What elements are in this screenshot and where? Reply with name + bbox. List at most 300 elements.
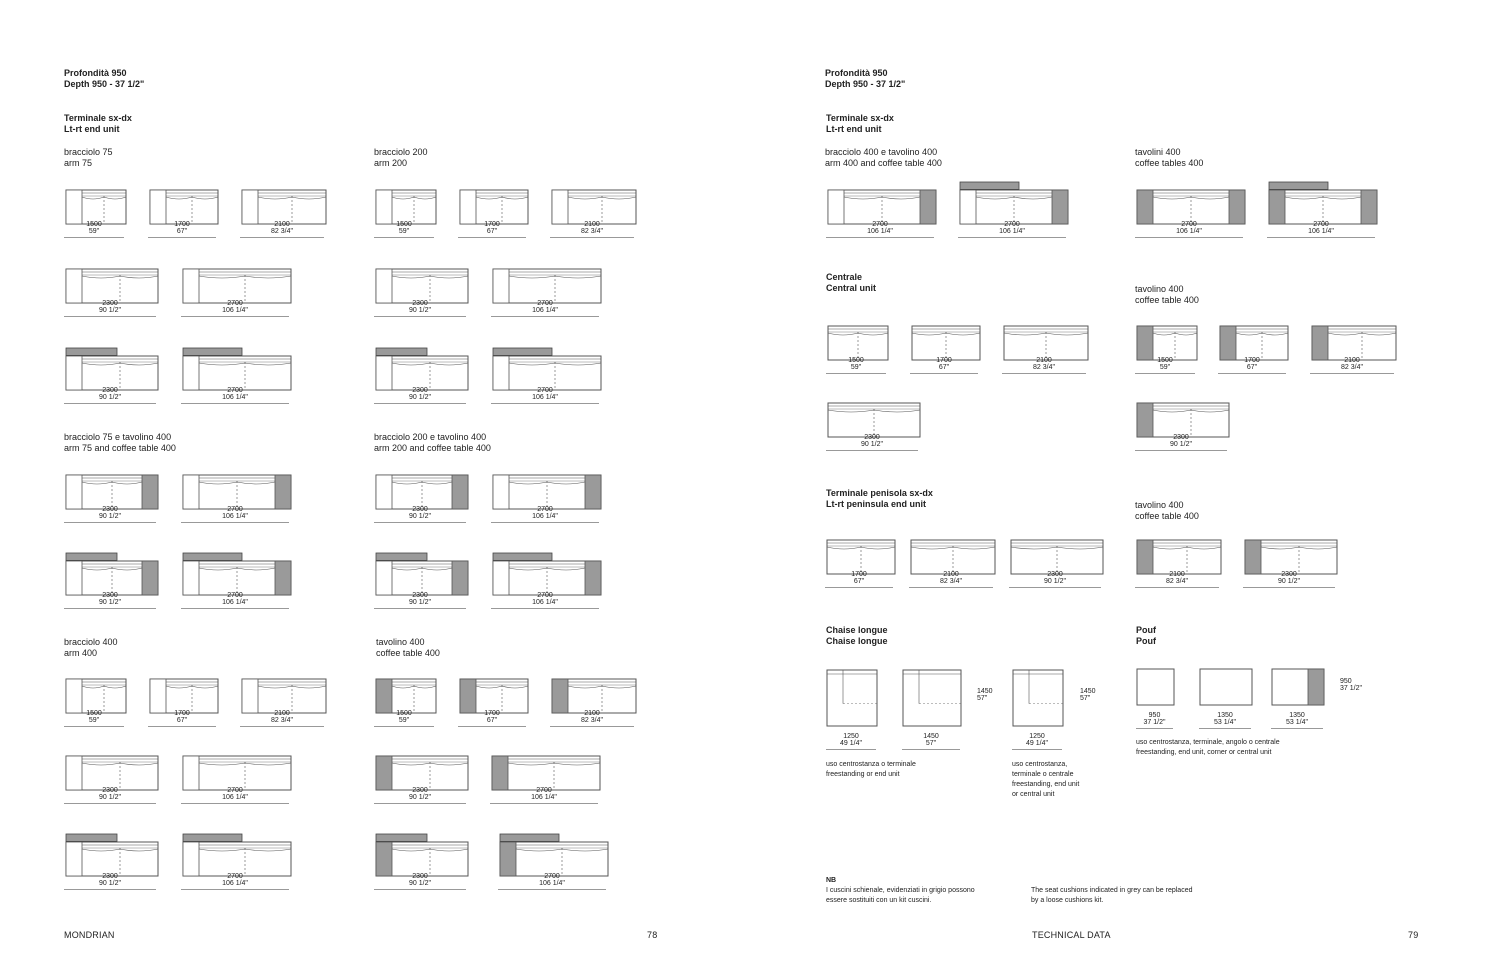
dimension-line	[1009, 587, 1101, 588]
dimension-line	[1243, 587, 1335, 588]
dimension-label	[1002, 357, 1086, 371]
group-label-en: arm 200	[374, 158, 408, 168]
group-label-arm400	[64, 637, 118, 659]
dimension-mm: 2700	[227, 787, 243, 794]
footer-brand: MONDRIAN	[64, 930, 115, 940]
right-header-en: Depth 950 - 37 1/2"	[825, 79, 906, 89]
dimension-label	[240, 221, 324, 235]
dimension-inch: 82 3/4"	[1341, 364, 1363, 371]
dimension-inch: 90 1/2"	[409, 794, 431, 801]
dimension-inch: 90 1/2"	[99, 880, 121, 887]
dimension-line	[1135, 587, 1219, 588]
dimension-line	[64, 316, 156, 317]
dimension-inch: 59"	[398, 228, 410, 235]
group-label-en: arm 400	[64, 648, 98, 658]
dimension-label	[64, 592, 156, 606]
dimension-line	[826, 373, 886, 374]
dimension-inch: 106 1/4"	[222, 880, 248, 887]
dimension-mm: 2700	[537, 592, 553, 599]
sofa-module-diagram	[181, 832, 293, 878]
group-label-it: tavolino 400	[376, 637, 425, 647]
group-label-it: tavolini 400	[1135, 147, 1181, 157]
dimension-mm: 2300	[412, 873, 428, 880]
dimension-mm: 2100	[1036, 357, 1052, 364]
group-label-en: coffee table 400	[1135, 511, 1199, 521]
dimension-inch: 90 1/2"	[409, 880, 431, 887]
group-label-en: coffee table 400	[1135, 295, 1199, 305]
dimension-line	[181, 403, 289, 404]
group-label-en: coffee table 400	[376, 648, 440, 658]
dimension-inch: 90 1/2"	[1044, 578, 1066, 585]
dimension-inch: 57"	[977, 695, 988, 702]
chaise-longue-diagram	[1012, 669, 1064, 727]
sofa-module-diagram	[374, 259, 470, 305]
dimension-label	[550, 710, 634, 724]
dimension-mm: 1350	[1217, 712, 1233, 719]
dimension-inch: 106 1/4"	[531, 794, 557, 801]
dimension-inch: 106 1/4"	[222, 394, 248, 401]
dimension-line	[64, 889, 156, 890]
section-it: Terminale penisola sx-dx	[826, 488, 933, 498]
dimension-line	[825, 587, 893, 588]
dimension-line	[148, 237, 216, 238]
sofa-module-diagram	[1135, 316, 1199, 362]
dimension-line	[1136, 728, 1173, 729]
sofa-module-diagram	[64, 746, 160, 792]
dimension-label	[181, 592, 289, 606]
sofa-module-diagram	[1243, 530, 1339, 576]
dimension-mm: 2300	[412, 506, 428, 513]
dimension-label	[458, 710, 526, 724]
sofa-module-diagram	[64, 180, 128, 226]
sofa-module-diagram	[64, 346, 160, 392]
chaise-note-1	[826, 760, 916, 780]
left-header-en: Depth 950 - 37 1/2"	[64, 79, 145, 89]
dimension-inch: 82 3/4"	[940, 578, 962, 585]
dimension-label	[240, 710, 324, 724]
sofa-module-diagram	[181, 346, 293, 392]
dimension-line	[64, 608, 156, 609]
pouf-diagram	[1271, 668, 1325, 706]
dimension-mm: 2300	[102, 300, 118, 307]
right-header-it: Profondità 950	[825, 68, 888, 78]
dimension-line	[910, 373, 978, 374]
sofa-module-diagram	[1310, 316, 1398, 362]
group-label-arm75	[64, 147, 113, 169]
dimension-label	[491, 592, 599, 606]
dimension-line	[1267, 237, 1375, 238]
dimension-inch: 59"	[88, 717, 100, 724]
dimension-mm: 1700	[484, 221, 500, 228]
dimension-inch: 67"	[486, 228, 498, 235]
dimension-line	[458, 726, 526, 727]
dimension-inch: 106 1/4"	[1176, 228, 1202, 235]
sofa-module-diagram	[374, 180, 438, 226]
dimension-mm: 1700	[851, 571, 867, 578]
section-en: Lt-rt peninsula end unit	[826, 499, 926, 509]
dimension-label	[374, 506, 466, 520]
group-label-it: bracciolo 200 e tavolino 400	[374, 432, 487, 442]
dimension-inch: 106 1/4"	[867, 228, 893, 235]
dimension-label	[491, 506, 599, 520]
sofa-module-diagram	[910, 316, 982, 362]
right-section-pouf	[1136, 625, 1156, 647]
sofa-module-diagram	[491, 346, 603, 392]
footer-page-left: 78	[647, 930, 658, 940]
group-label-arm200-table	[374, 432, 491, 454]
group-label-it: tavolino 400	[1135, 284, 1184, 294]
sofa-module-diagram	[490, 746, 602, 792]
group-label-tables400	[1135, 147, 1203, 169]
section-en: Chaise longue	[826, 636, 888, 646]
sofa-module-diagram	[1002, 316, 1090, 362]
dimension-line	[826, 450, 918, 451]
right-section-chaise	[826, 625, 888, 647]
left-header-it: Profondità 950	[64, 68, 127, 78]
dimension-label	[374, 710, 434, 724]
dimension-label-vertical	[1340, 678, 1362, 692]
dimension-mm: 2300	[102, 787, 118, 794]
dimension-inch: 67"	[1246, 364, 1258, 371]
sofa-module-diagram	[550, 180, 638, 226]
dimension-mm: 2100	[274, 710, 290, 717]
dimension-line	[550, 237, 634, 238]
section-en: Lt-rt end unit	[826, 124, 882, 134]
dimension-line	[181, 889, 289, 890]
dimension-inch: 82 3/4"	[1033, 364, 1055, 371]
note-line: freestanding or end unit	[826, 771, 900, 778]
dimension-mm: 2700	[536, 787, 552, 794]
dimension-line	[1218, 373, 1286, 374]
nb-note-en	[1031, 886, 1193, 906]
dimension-inch: 90 1/2"	[409, 307, 431, 314]
dimension-label	[374, 787, 466, 801]
dimension-mm: 2100	[584, 710, 600, 717]
sofa-module-diagram	[64, 832, 160, 878]
dimension-label	[498, 873, 606, 887]
dimension-mm: 2300	[102, 873, 118, 880]
sofa-module-diagram	[181, 465, 293, 511]
dimension-inch: 37 1/2"	[1143, 719, 1166, 726]
dimension-mm: 1350	[1289, 712, 1305, 719]
dimension-line	[374, 237, 434, 238]
dimension-inch: 106 1/4"	[999, 228, 1025, 235]
dimension-inch: 90 1/2"	[99, 307, 121, 314]
dimension-line	[491, 608, 599, 609]
dimension-inch: 57"	[1080, 695, 1091, 702]
dimension-label	[64, 873, 156, 887]
dimension-line	[374, 403, 466, 404]
dimension-label	[909, 571, 993, 585]
dimension-line	[374, 316, 466, 317]
dimension-line	[240, 237, 324, 238]
dimension-line	[458, 237, 526, 238]
dimension-label	[826, 357, 886, 371]
sofa-module-diagram	[64, 551, 160, 597]
dimension-label	[1310, 357, 1394, 371]
dimension-line	[181, 522, 289, 523]
dimension-line	[498, 889, 606, 890]
dimension-line	[374, 803, 466, 804]
dimension-label	[181, 787, 289, 801]
right-section-peninsula	[826, 488, 933, 510]
dimension-mm: 2700	[1004, 221, 1020, 228]
dimension-line	[909, 587, 993, 588]
note-line: freestanding, end unit	[1012, 781, 1080, 788]
dimension-line	[374, 726, 434, 727]
sofa-module-diagram	[1267, 180, 1379, 226]
note-line: uso centrostanza, terminale, angolo o centrale	[1136, 739, 1280, 746]
dimension-mm: 2700	[227, 506, 243, 513]
group-label-it: tavolino 400	[1135, 500, 1184, 510]
sofa-module-diagram	[1218, 316, 1290, 362]
dimension-inch: 67"	[176, 228, 188, 235]
right-section-central	[826, 272, 876, 294]
dimension-inch: 82 3/4"	[581, 228, 603, 235]
dimension-line	[550, 726, 634, 727]
dimension-line	[1199, 728, 1251, 729]
right-header-depth	[825, 68, 905, 90]
dimension-mm: 1450	[923, 733, 939, 740]
sofa-module-diagram	[1135, 180, 1247, 226]
dimension-line	[1012, 749, 1062, 750]
dimension-line	[491, 522, 599, 523]
sofa-module-diagram	[491, 259, 603, 305]
note-line: uso centrostanza,	[1012, 761, 1068, 768]
group-label-table400	[376, 637, 440, 659]
dimension-mm: 2100	[1344, 357, 1360, 364]
dimension-mm: 2700	[227, 387, 243, 394]
dimension-inch: 59"	[88, 228, 100, 235]
dimension-label-vertical	[977, 688, 993, 702]
sofa-module-diagram	[240, 669, 328, 715]
dimension-mm: 2700	[1181, 221, 1197, 228]
dimension-label	[825, 571, 893, 585]
dimension-inch: 67"	[853, 578, 865, 585]
group-label-it: bracciolo 75	[64, 147, 113, 157]
dimension-inch: 106 1/4"	[532, 513, 558, 520]
dimension-mm: 2100	[584, 221, 600, 228]
group-label-it: bracciolo 200	[374, 147, 428, 157]
dimension-label	[826, 434, 918, 448]
dimension-label	[181, 873, 289, 887]
dimension-label	[491, 387, 599, 401]
note-line: or central unit	[1012, 791, 1055, 798]
dimension-mm: 2300	[102, 506, 118, 513]
dimension-mm: 2700	[537, 387, 553, 394]
dimension-mm: 2300	[412, 592, 428, 599]
group-label-it: bracciolo 400	[64, 637, 118, 647]
sofa-module-diagram	[181, 259, 293, 305]
dimension-label	[910, 357, 978, 371]
dimension-mm: 2300	[864, 434, 880, 441]
group-label-en: arm 75	[64, 158, 93, 168]
sofa-module-diagram	[374, 669, 438, 715]
dimension-line	[958, 237, 1066, 238]
dimension-label	[1135, 571, 1219, 585]
dimension-label	[148, 221, 216, 235]
group-label-en: arm 400 and coffee table 400	[825, 158, 942, 168]
dimension-inch: 90 1/2"	[99, 394, 121, 401]
left-header-depth	[64, 68, 144, 90]
sofa-module-diagram	[64, 259, 160, 305]
dimension-mm: 2700	[1313, 221, 1329, 228]
note-line: I cuscini schienale, evidenziati in grigio possono	[826, 887, 975, 894]
section-en: Pouf	[1136, 636, 1156, 646]
pouf-note	[1136, 738, 1280, 758]
left-section-it: Terminale sx-dx	[64, 113, 132, 123]
dimension-label	[902, 733, 960, 747]
dimension-label	[826, 733, 876, 747]
dimension-label	[826, 221, 934, 235]
dimension-label	[374, 387, 466, 401]
dimension-inch: 57"	[925, 740, 937, 747]
sofa-module-diagram	[181, 551, 293, 597]
sofa-module-diagram	[491, 465, 603, 511]
dimension-label	[374, 873, 466, 887]
group-label-central-table	[1135, 284, 1199, 306]
dimension-label	[64, 506, 156, 520]
note-line: by a loose cushions kit.	[1031, 897, 1104, 904]
sofa-module-diagram	[458, 180, 530, 226]
chaise-longue-diagram	[826, 669, 878, 727]
dimension-line	[1135, 373, 1195, 374]
dimension-inch: 37 1/2"	[1340, 685, 1362, 692]
sofa-module-diagram	[826, 180, 938, 226]
section-en: Central unit	[826, 283, 877, 293]
dimension-label	[148, 710, 216, 724]
dimension-line	[1135, 237, 1243, 238]
dimension-mm: 2300	[412, 787, 428, 794]
dimension-inch: 49 1/4"	[1026, 740, 1048, 747]
dimension-label	[1135, 434, 1227, 448]
dimension-label	[1271, 712, 1323, 726]
dimension-mm: 1250	[843, 733, 859, 740]
dimension-label	[490, 787, 598, 801]
group-label-en: arm 200 and coffee table 400	[374, 443, 491, 453]
dimension-mm: 1500	[396, 221, 412, 228]
dimension-line	[64, 803, 156, 804]
dimension-label	[64, 300, 156, 314]
sofa-module-diagram	[374, 746, 470, 792]
dimension-line	[490, 803, 598, 804]
dimension-mm: 2100	[274, 221, 290, 228]
group-label-arm200	[374, 147, 428, 169]
dimension-mm: 1500	[848, 357, 864, 364]
section-it: Chaise longue	[826, 625, 888, 635]
sofa-module-diagram	[1135, 530, 1223, 576]
sofa-module-diagram	[826, 393, 922, 439]
note-line: freestanding, end unit, corner or central unit	[1136, 749, 1272, 756]
dimension-label	[550, 221, 634, 235]
dimension-mm: 950	[1148, 712, 1161, 719]
dimension-mm: 1500	[1157, 357, 1173, 364]
pouf-diagram	[1136, 668, 1175, 706]
dimension-label	[181, 506, 289, 520]
dimension-mm: 950	[1340, 678, 1352, 685]
dimension-line	[1135, 450, 1227, 451]
group-label-en: coffee tables 400	[1135, 158, 1204, 168]
sofa-module-diagram	[64, 465, 160, 511]
dimension-line	[1002, 373, 1086, 374]
dimension-inch: 59"	[850, 364, 862, 371]
left-section-title	[64, 113, 132, 135]
dimension-line	[826, 749, 876, 750]
dimension-line	[64, 726, 124, 727]
dimension-line	[64, 403, 156, 404]
dimension-label	[1218, 357, 1286, 371]
dimension-line	[181, 803, 289, 804]
dimension-label	[458, 221, 526, 235]
dimension-label	[64, 221, 124, 235]
dimension-line	[148, 726, 216, 727]
dimension-line	[374, 889, 466, 890]
dimension-mm: 2100	[943, 571, 959, 578]
dimension-mm: 1700	[1244, 357, 1260, 364]
dimension-mm: 1500	[86, 710, 102, 717]
footer-page-right: 79	[1408, 930, 1419, 940]
sofa-module-diagram	[374, 832, 470, 878]
dimension-label	[181, 387, 289, 401]
dimension-line	[491, 316, 599, 317]
dimension-mm: 1450	[977, 688, 993, 695]
nb-note-it	[826, 886, 975, 906]
dimension-mm: 2300	[1047, 571, 1063, 578]
dimension-line	[1310, 373, 1394, 374]
dimension-line	[240, 726, 324, 727]
dimension-inch: 53 1/4"	[1286, 719, 1308, 726]
dimension-inch: 90 1/2"	[99, 794, 121, 801]
dimension-inch: 67"	[176, 717, 188, 724]
dimension-inch: 90 1/2"	[409, 599, 431, 606]
pouf-diagram	[1199, 668, 1253, 706]
note-line: essere sostituiti con un kit cuscini.	[826, 897, 932, 904]
dimension-inch: 59"	[398, 717, 410, 724]
sofa-module-diagram	[374, 346, 470, 392]
dimension-mm: 2300	[1281, 571, 1297, 578]
dimension-mm: 1700	[484, 710, 500, 717]
dimension-inch: 90 1/2"	[1278, 578, 1300, 585]
dimension-inch: 90 1/2"	[1170, 441, 1192, 448]
dimension-mm: 2700	[227, 592, 243, 599]
group-label-arm75-table	[64, 432, 176, 454]
dimension-inch: 67"	[486, 717, 498, 724]
sofa-module-diagram	[498, 832, 610, 878]
dimension-label	[64, 387, 156, 401]
dimension-line	[826, 237, 934, 238]
group-label-arm400-table	[825, 147, 942, 169]
chaise-longue-diagram	[902, 669, 962, 727]
group-label-en: arm 75 and coffee table 400	[64, 443, 176, 453]
dimension-mm: 1700	[174, 710, 190, 717]
dimension-mm: 1250	[1029, 733, 1045, 740]
sofa-module-diagram	[181, 746, 293, 792]
dimension-inch: 106 1/4"	[1308, 228, 1334, 235]
section-it: Centrale	[826, 272, 863, 282]
dimension-inch: 106 1/4"	[532, 307, 558, 314]
sofa-module-diagram	[148, 669, 220, 715]
dimension-inch: 53 1/4"	[1214, 719, 1236, 726]
dimension-label	[1243, 571, 1335, 585]
left-section-en: Lt-rt end unit	[64, 124, 120, 134]
dimension-inch: 106 1/4"	[222, 599, 248, 606]
dimension-mm: 2300	[102, 387, 118, 394]
right-section-end-unit	[826, 113, 894, 135]
dimension-label	[958, 221, 1066, 235]
dimension-mm: 2700	[537, 506, 553, 513]
sofa-module-diagram	[240, 180, 328, 226]
dimension-inch: 82 3/4"	[271, 717, 293, 724]
